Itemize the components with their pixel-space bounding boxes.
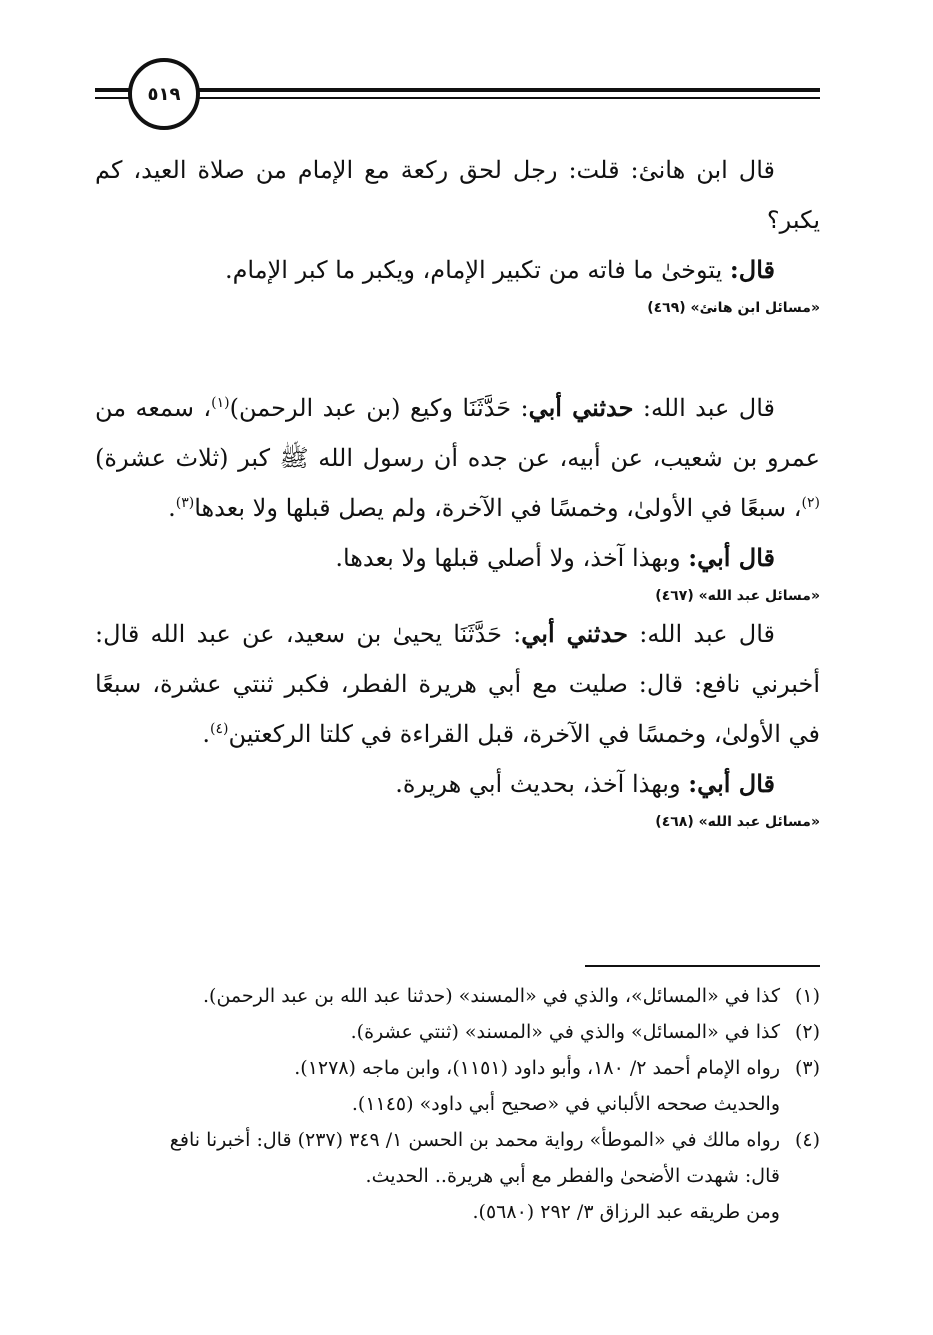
footnote-text: رواه الإمام أحمد ٢/ ١٨٠، وأبو داود (١١٥١)، وابن ماجه (١٢٧٨). [294, 1057, 780, 1079]
footnote-item [95, 978, 820, 1014]
footnote-text: كذا في «المسائل»، والذي في «المسند» (حدثنا عبد الله بن عبد الرحمن). [203, 985, 780, 1007]
answer-lead: قال أبي: [688, 769, 775, 798]
page-header [0, 0, 933, 140]
hadith-text: ، سبعًا في الأولىٰ، وخمسًا في الآخرة، ولم يصل قبلها ولا بعدها [194, 494, 802, 522]
hadith-text: . [168, 494, 176, 522]
footnote-separator [585, 965, 820, 967]
paragraph-hadith [95, 383, 820, 533]
footnote-text: رواه مالك في «الموطأ» رواية محمد بن الحسن ١/ ٣٤٩ (٢٣٧) قال: أخبرنا نافع [169, 1129, 780, 1151]
answer-text: وبهذا آخذ، بحديث أبي هريرة. [395, 770, 689, 798]
answer-lead: قال: [729, 255, 775, 284]
answer-text: يتوخىٰ ما فاته من تكبير الإمام، ويكبر ما كبر الإمام. [224, 256, 730, 284]
footnote-marker[interactable]: (٣) [175, 495, 195, 511]
footnote-marker[interactable]: (٤) [209, 721, 229, 737]
hadith-lead-bold: حدثني أبي [528, 393, 634, 422]
answer-text: وبهذا آخذ، ولا أصلي قبلها ولا بعدها. [335, 544, 689, 572]
hadith-text: . [202, 720, 210, 748]
footnotes [95, 978, 820, 1230]
source-reference: «مسائل عبد الله» (٤٦٧) [655, 588, 820, 604]
footnote-number: (١) [794, 985, 820, 1007]
paragraph-answer [95, 759, 820, 809]
hadith-lead: قال عبد الله: [627, 620, 776, 648]
footnote-text: والحديث صححه الألباني في «صحيح أبي داود» (١١٤٥). [351, 1093, 780, 1115]
footnote-text: كذا في «المسائل» والذي في «المسند» (ثنتي عشرة). [350, 1021, 780, 1043]
footnote-item [95, 1014, 820, 1050]
header-rule-thick [95, 88, 820, 92]
paragraph-answer [95, 533, 820, 583]
answer-lead: قال أبي: [688, 543, 775, 572]
footnote-text: ومن طريقه عبد الرزاق ٣/ ٢٩٢ (٥٦٨٠). [472, 1201, 780, 1223]
hadith-lead: قال عبد الله: [633, 394, 775, 422]
main-text [95, 145, 820, 835]
hadith-lead-bold: حدثني أبي [521, 619, 628, 648]
footnote-text: قال: شهدت الأضحىٰ والفطر مع أبي هريرة.. الحديث. [365, 1165, 780, 1187]
paragraph-question [95, 145, 820, 245]
footnote-number: (٣) [794, 1057, 820, 1079]
question-text: قال ابن هانئ: قلت: رجل لحق ركعة مع الإمام من صلاة العيد، كم يكبر؟ [95, 156, 820, 234]
hadith-text: ، سمعه من عمرو بن شعيب، عن أبيه، عن جده أن رسول الله ﷺ كبر (ثلاث عشرة) [95, 394, 820, 472]
footnote-number: (٢) [794, 1021, 820, 1043]
hadith-text: : حَدَّثَنَا وكيع (بن عبد الرحمن) [229, 394, 529, 422]
footnote-marker[interactable]: (١) [211, 395, 230, 411]
hadith-text: : حَدَّثَنَا يحيىٰ بن سعيد، عن عبد الله قال: أخبرني نافع: قال: صليت مع أبي هريرة الفطر، فكبر ثنتي عشرة، سبعًا في الأولىٰ، وخمسًا في الآخرة، قبل القراءة في كلتا الركعتين [95, 620, 820, 748]
footnote-item [95, 1050, 820, 1122]
footnote-marker[interactable]: (٢) [801, 495, 820, 511]
footnote-item [95, 1122, 820, 1230]
paragraph-answer [95, 245, 820, 295]
source-reference: «مسائل عبد الله» (٤٦٨) [655, 814, 820, 830]
header-rule-thin [95, 97, 820, 99]
page-number-badge [128, 58, 200, 130]
page-number: ٥١٩ [147, 83, 181, 105]
footnote-number: (٤) [794, 1129, 820, 1151]
paragraph-hadith [95, 609, 820, 759]
source-reference: «مسائل ابن هانئ» (٤٦٩) [647, 300, 820, 316]
